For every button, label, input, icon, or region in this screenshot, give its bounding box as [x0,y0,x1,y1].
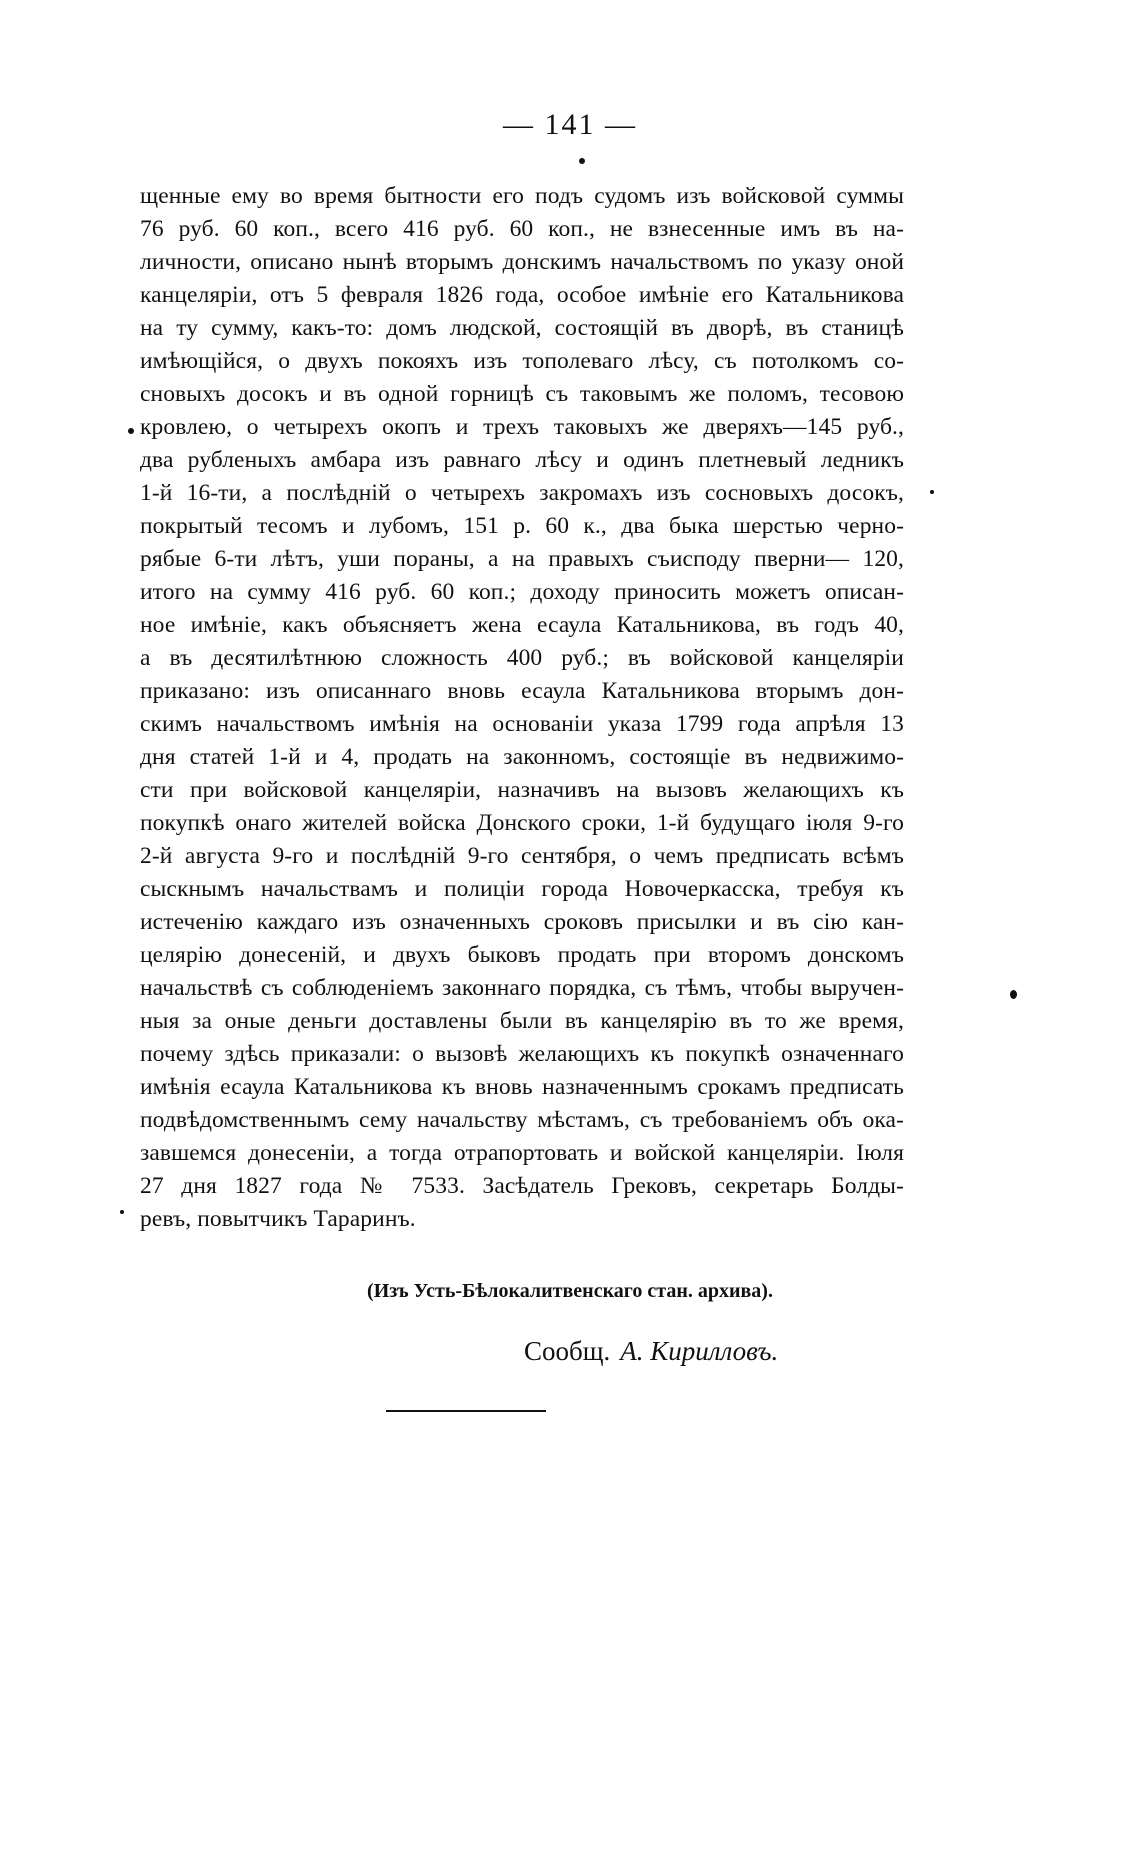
text-line: 1-й 16-ти, а послѣдній о четырехъ закромахъ изъ сосновыхъ досокъ, [140,480,904,506]
text-line: скимъ начальствомъ имѣнія на основаніи указа 1799 года апрѣля 13 [140,711,904,737]
text-line: начальствѣ съ соблюденіемъ законнаго порядка, съ тѣмъ, чтобы выручен- [140,975,904,1001]
text-line: 2-й августа 9-го и послѣдній 9-го сентября, о чемъ предписать всѣмъ [140,843,904,869]
scan-speck [1010,990,1017,999]
text-line: ныя за оные деньги доставлены были въ канцелярію въ то же время, [140,1008,904,1034]
text-line: два рубленыхъ амбара изъ равнаго лѣсу и одинъ плетневый ледникъ [140,447,904,473]
source-note: (Изъ Усть-Бѣлокалитвенскаго стан. архива). [367,1280,773,1302]
text-line: дня статей 1-й и 4, продать на законномъ, состоящіе въ недвижимо- [140,744,904,770]
text-line: имѣющійся, о двухъ покояхъ изъ тополеваго лѣсу, съ потолкомъ со- [140,348,904,374]
text-line: подвѣдомственнымъ сему начальству мѣстамъ, съ требованіемъ объ ока- [140,1107,904,1133]
text-line: щенные ему во время бытности его подъ судомъ изъ войсковой суммы [140,183,904,209]
text-line: сновыхъ досокъ и въ одной горницѣ съ таковымъ же поломъ, тесовою [140,381,904,407]
text-line: покупкѣ онаго жителей войска Донского сроки, 1-й будущаго іюля 9-го [140,810,904,836]
page-number: — 141 — [503,108,637,141]
text-line: а въ десятилѣтнюю сложность 400 руб.; въ войсковой канцеляріи [140,645,904,671]
text-line: имѣнія есаула Катальникова къ вновь назначеннымъ срокамъ предписать [140,1074,904,1100]
text-line: рябые 6-ти лѣтъ, уши пораны, а на правыхъ съисподу пверни— 120, [140,546,904,572]
text-line: сыскнымъ начальствамъ и полиціи города Новочеркасска, требуя къ [140,876,904,902]
scan-speck [120,1210,124,1214]
text-line: ное имѣніе, какъ объясняетъ жена есаула Катальникова, въ годъ 40, [140,612,904,638]
text-line: кровлею, о четырехъ окопъ и трехъ таковыхъ же дверяхъ—145 руб., [140,414,904,440]
text-line: почему здѣсь приказали: о вызовѣ желающихъ къ покупкѣ означеннаго [140,1041,904,1067]
text-line: итого на сумму 416 руб. 60 коп.; доходу приносить можетъ описан- [140,579,904,605]
text-line: ревъ, повытчикъ Тараринъ. [140,1206,416,1232]
scan-speck [128,428,134,434]
text-line: на ту сумму, какъ-то: домъ людской, состоящій въ дворѣ, въ станицѣ [140,315,904,341]
body-text [140,180,904,1236]
text-line: приказано: изъ описаннаго вновь есаула Катальникова вторымъ дон- [140,678,904,704]
signature-prefix: Сообщ. [524,1336,611,1366]
text-line: 76 руб. 60 коп., всего 416 руб. 60 коп., не взнесенные имъ въ на- [140,216,904,242]
scan-speck [579,158,585,164]
text-line: канцеляріи, отъ 5 февраля 1826 года, особое имѣніе его Катальникова [140,282,904,308]
text-line: завшемся донесеніи, а тогда отрапортовать и войской канцеляріи. Іюля [140,1140,904,1166]
text-line: покрытый тесомъ и лубомъ, 151 р. 60 к., два быка шерстью черно- [140,513,904,539]
scan-speck [930,490,934,494]
text-line: сти при войсковой канцеляріи, назначивъ на вызовъ желающихъ къ [140,777,904,803]
text-line: целярію донесеній, и двухъ быковъ продать при второмъ донскомъ [140,942,904,968]
signature-author: А. Кирилловъ. [620,1336,779,1366]
text-line: истеченію каждаго изъ означенныхъ сроковъ присылки и въ сію кан- [140,909,904,935]
signature [524,1336,778,1367]
text-line: личности, описано нынѣ вторымъ донскимъ начальствомъ по указу оной [140,249,904,275]
text-line: 27 дня 1827 года № 7533. Засѣдатель Грековъ, секретарь Болды- [140,1173,904,1199]
closing-rule [386,1410,546,1412]
